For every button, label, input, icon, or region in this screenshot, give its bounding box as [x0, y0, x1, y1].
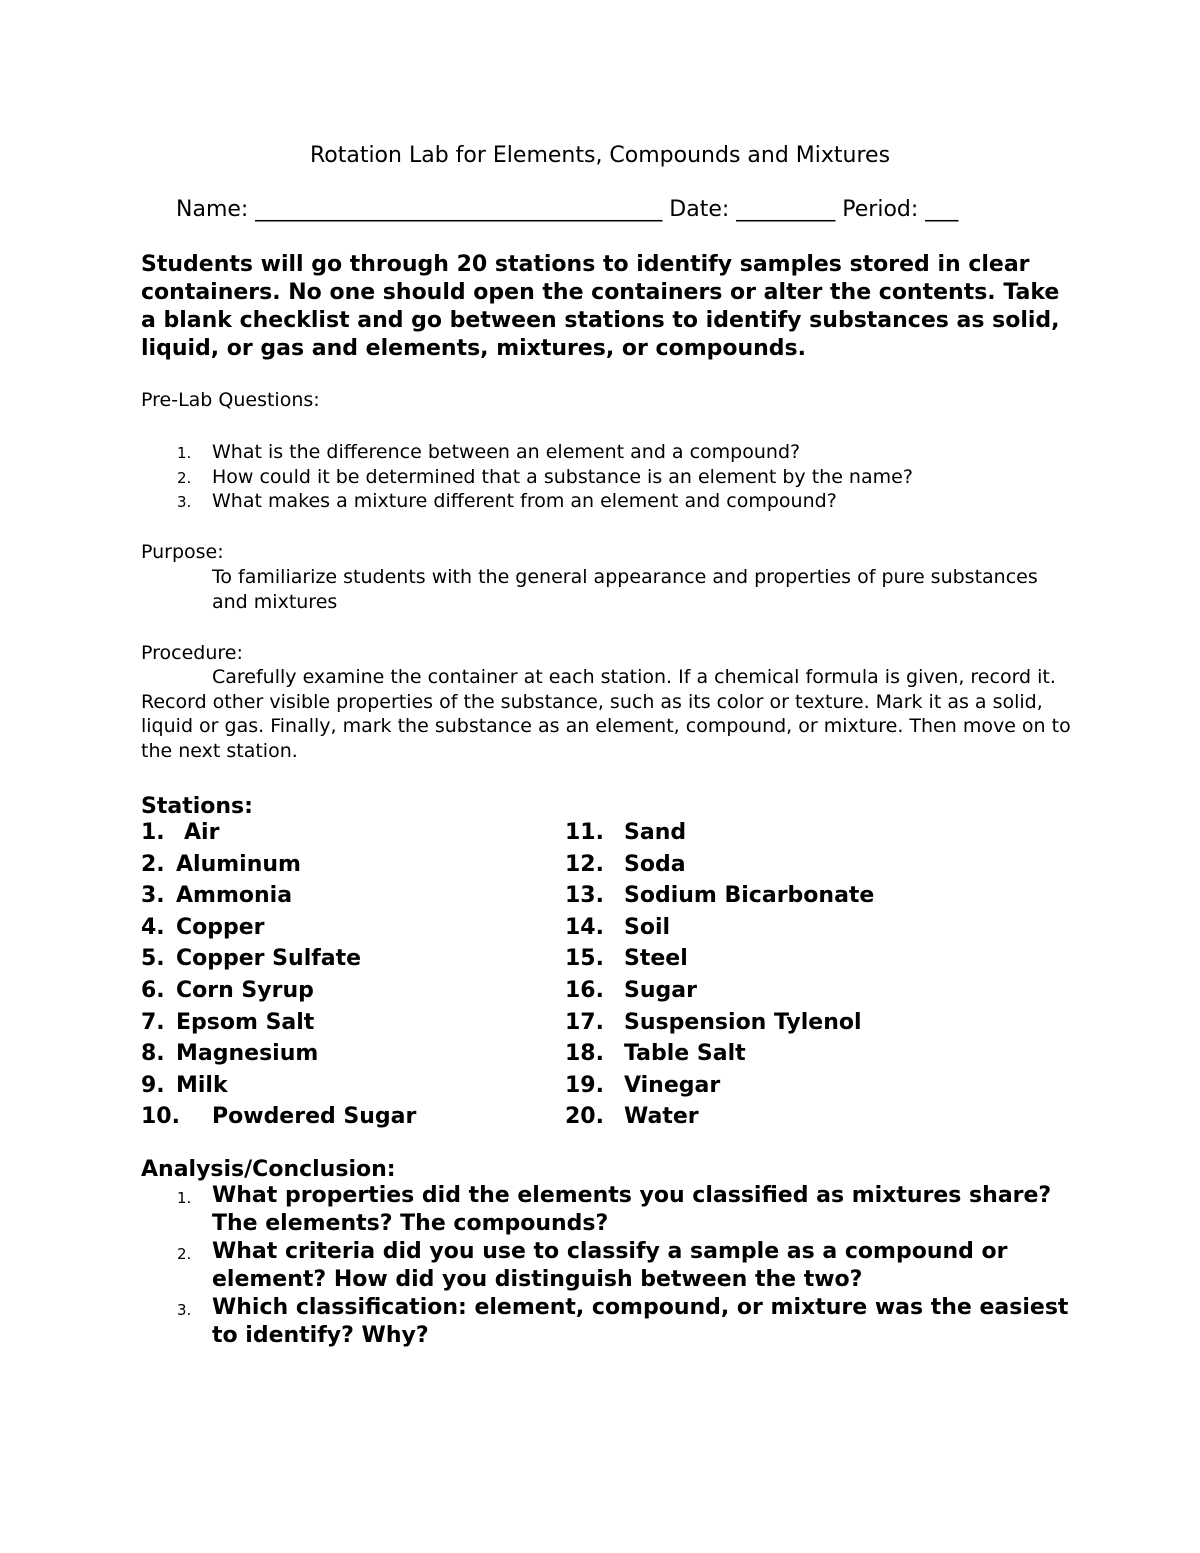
station-number: 10.	[141, 1104, 180, 1130]
station-item	[565, 851, 985, 883]
prelab-question-list	[141, 440, 913, 514]
station-number: 4.	[141, 914, 165, 940]
stations-heading: Stations:	[141, 794, 253, 819]
station-item	[141, 851, 541, 883]
station-name: Ammonia	[176, 883, 293, 909]
station-number: 14.	[565, 914, 604, 940]
station-name: Soda	[624, 851, 686, 877]
station-number: 15.	[565, 946, 604, 972]
purpose-text: To familiarize students with the general appearance and properties of pure substances and mixtures	[212, 566, 1038, 613]
station-item	[565, 882, 985, 914]
station-name: Sand	[624, 820, 687, 845]
question-number: 3.	[177, 1301, 192, 1319]
station-number: 12.	[565, 851, 604, 877]
station-name: Magnesium	[176, 1041, 319, 1067]
station-item	[141, 819, 541, 851]
prelab-question	[141, 465, 913, 490]
station-name: Steel	[624, 946, 688, 972]
stations-list-left	[141, 819, 541, 1135]
station-name: Suspension Tylenol	[624, 1009, 862, 1035]
question-number: 2.	[177, 468, 192, 487]
prelab-question	[141, 489, 913, 514]
station-item	[565, 1040, 985, 1072]
prelab-question	[141, 440, 913, 465]
question-text: What criteria did you use to classify a sample as a compound or element? How did you distinguish between the two?	[212, 1239, 1008, 1292]
station-item	[141, 977, 541, 1009]
station-name: Milk	[176, 1072, 228, 1098]
station-name: Table Salt	[624, 1041, 746, 1067]
station-number: 17.	[565, 1009, 604, 1035]
prelab-heading: Pre-Lab Questions:	[141, 389, 320, 411]
procedure-text: Carefully examine the container at each station. If a chemical formula is given, record it. Record other visible properties of the substance, such as its color or texture. Mark it as a solid, liquid or gas. Finally, mark the substance as an element, compound, or mixture. Then move on to the next station.	[141, 666, 1071, 762]
station-name: Sodium Bicarbonate	[624, 883, 875, 909]
station-item	[565, 1072, 985, 1104]
station-name: Water	[624, 1104, 699, 1130]
station-item	[141, 945, 541, 977]
station-name: Epsom Salt	[176, 1009, 315, 1035]
question-number: 1.	[177, 1189, 192, 1207]
name-date-period-line: Name: _____________________________________ Date: _________ Period: ___	[176, 197, 959, 222]
station-name: Powdered Sugar	[212, 1104, 417, 1130]
station-item	[565, 914, 985, 946]
station-item	[141, 1009, 541, 1041]
stations-list-right	[565, 819, 985, 1135]
station-item	[141, 914, 541, 946]
station-number: 6.	[141, 977, 165, 1003]
station-number: 2.	[141, 851, 165, 877]
station-item	[141, 1040, 541, 1072]
station-name: Copper	[176, 914, 265, 940]
station-item	[565, 1103, 985, 1135]
station-number: 11.	[565, 820, 604, 845]
intro-paragraph: Students will go through 20 stations to identify samples stored in clear containers. No one should open the containers or alter the contents. Take a blank checklist and go between stations to identify substances as solid, liquid, or gas and elements, mixtures, or compounds.	[141, 252, 1060, 361]
station-item	[565, 1009, 985, 1041]
station-number: 19.	[565, 1072, 604, 1098]
station-number: 16.	[565, 977, 604, 1003]
station-item	[565, 945, 985, 977]
station-item	[141, 1103, 541, 1135]
station-number: 3.	[141, 883, 165, 909]
document-title: Rotation Lab for Elements, Compounds and Mixtures	[309, 143, 891, 168]
analysis-question	[141, 1182, 1071, 1238]
question-text: How could it be determined that a substance is an element by the name?	[212, 465, 913, 488]
station-number: 1.	[141, 820, 165, 845]
station-name: Copper Sulfate	[176, 946, 362, 972]
station-number: 8.	[141, 1041, 165, 1067]
station-name: Air	[184, 820, 220, 845]
analysis-question-list	[141, 1182, 1071, 1350]
station-name: Soil	[624, 914, 671, 940]
station-name: Vinegar	[624, 1072, 721, 1098]
question-text: What properties did the elements you classified as mixtures share? The elements? The compounds?	[212, 1183, 1052, 1236]
question-number: 1.	[177, 444, 192, 462]
analysis-question	[141, 1238, 1071, 1294]
station-item	[141, 1072, 541, 1104]
purpose-heading: Purpose:	[141, 541, 224, 563]
station-number: 18.	[565, 1041, 604, 1067]
station-name: Aluminum	[176, 851, 301, 877]
station-name: Corn Syrup	[176, 977, 314, 1003]
analysis-question	[141, 1294, 1071, 1350]
station-item	[565, 819, 985, 851]
station-item	[141, 882, 541, 914]
station-number: 13.	[565, 883, 604, 909]
station-item	[565, 977, 985, 1009]
question-text: Which classification: element, compound, or mixture was the easiest to identify? Why?	[212, 1295, 1069, 1348]
procedure-heading: Procedure:	[141, 642, 243, 664]
station-number: 5.	[141, 946, 165, 972]
analysis-heading: Analysis/Conclusion:	[141, 1157, 396, 1182]
station-name: Sugar	[624, 977, 697, 1003]
station-number: 20.	[565, 1104, 604, 1130]
question-number: 3.	[177, 493, 192, 511]
question-text: What makes a mixture different from an element and compound?	[212, 490, 837, 512]
question-number: 2.	[177, 1245, 192, 1263]
station-number: 9.	[141, 1072, 165, 1098]
station-number: 7.	[141, 1009, 165, 1035]
question-text: What is the difference between an element and a compound?	[212, 441, 801, 463]
